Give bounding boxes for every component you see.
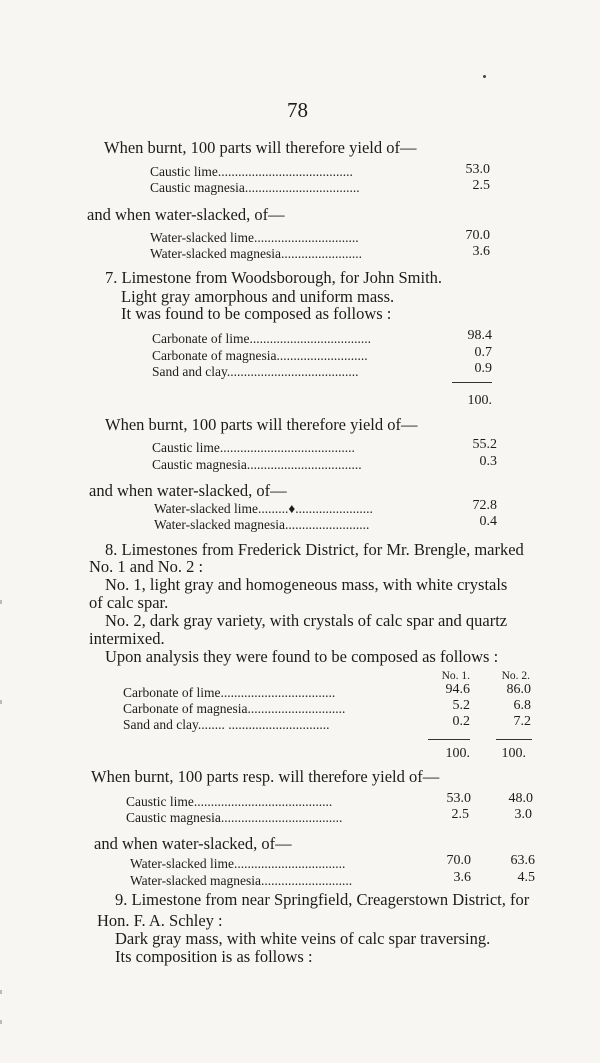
item8-total-rule-no2 bbox=[496, 739, 532, 740]
water-slacked-magnesia-value: 3.6 bbox=[472, 244, 490, 259]
item7-carbonate-lime-value: 98.4 bbox=[467, 328, 492, 343]
page-edge-mark bbox=[0, 700, 2, 704]
water-slacked-magnesia-label: Water-slacked magnesia........................ bbox=[150, 246, 362, 261]
item8-burnt-intro: When burnt, 100 parts resp. will therefore yield of— bbox=[91, 767, 440, 786]
item7-sand-clay-value: 0.9 bbox=[474, 361, 492, 376]
item8-water-slacked-lime-no2: 63.6 bbox=[510, 853, 535, 868]
item8-carbonate-lime-label: Carbonate of lime.................................. bbox=[123, 685, 336, 700]
item8-no1-description-cont: of calc spar. bbox=[89, 593, 169, 612]
item7-total: 100. bbox=[467, 393, 492, 408]
item8-water-slacked-lime-label: Water-slacked lime................................. bbox=[130, 856, 346, 871]
item8-water-slacked-lime-no1: 70.0 bbox=[446, 853, 471, 868]
item7-description: Light gray amorphous and uniform mass. bbox=[121, 287, 395, 306]
item8-composition-intro: Upon analysis they were found to be composed as follows : bbox=[105, 647, 499, 666]
item9-composition-intro: Its composition is as follows : bbox=[115, 947, 313, 966]
item7-caustic-magnesia-value: 0.3 bbox=[479, 454, 497, 469]
item8-water-slacked-magnesia-no2: 4.5 bbox=[517, 870, 535, 885]
item8-total-no2: 100. bbox=[501, 746, 526, 761]
item8-caustic-magnesia-no2: 3.0 bbox=[514, 807, 532, 822]
item8-total-rule-no1 bbox=[428, 739, 470, 740]
item8-caustic-lime-no2: 48.0 bbox=[508, 791, 533, 806]
item9-description: Dark gray mass, with white veins of calc spar traversing. bbox=[115, 929, 491, 948]
burnt-yield-intro: When burnt, 100 parts will therefore yield of— bbox=[104, 138, 417, 157]
item7-caustic-magnesia-label: Caustic magnesia.................................. bbox=[152, 457, 362, 472]
item7-water-slacked-magnesia-label: Water-slacked magnesia......................... bbox=[154, 517, 370, 532]
item8-col-header-no2: No. 2. bbox=[501, 670, 530, 682]
item8-caustic-lime-label: Caustic lime......................................... bbox=[126, 794, 333, 809]
item8-no2-description-cont: intermixed. bbox=[89, 629, 165, 648]
water-slacked-lime-label: Water-slacked lime............................... bbox=[150, 230, 359, 245]
caustic-lime-value: 53.0 bbox=[465, 162, 490, 177]
item9-heading-cont: Hon. F. A. Schley : bbox=[97, 911, 223, 930]
item7-water-slacked-lime-value: 72.8 bbox=[472, 498, 497, 513]
item7-burnt-intro: When burnt, 100 parts will therefore yield of— bbox=[105, 415, 418, 434]
item8-sand-clay-label: Sand and clay........ .............................. bbox=[123, 717, 330, 732]
item7-slack-intro: and when water-slacked, of— bbox=[89, 481, 287, 500]
item7-total-rule bbox=[452, 382, 492, 383]
item8-no1-description: No. 1, light gray and homogeneous mass, with white crystals bbox=[105, 575, 508, 594]
item8-carbonate-lime-no2: 86.0 bbox=[506, 682, 531, 697]
item8-carbonate-magnesia-no1: 5.2 bbox=[452, 698, 470, 713]
item7-carbonate-lime-label: Carbonate of lime.................................... bbox=[152, 331, 371, 346]
item7-water-slacked-lime-label: Water-slacked lime.........♦....................... bbox=[154, 501, 373, 516]
item8-carbonate-magnesia-no2: 6.8 bbox=[513, 698, 531, 713]
item8-sand-clay-no1: 0.2 bbox=[452, 714, 470, 729]
ink-speck bbox=[483, 75, 486, 78]
item8-col-header-no1: No. 1. bbox=[441, 670, 470, 682]
item8-caustic-lime-no1: 53.0 bbox=[446, 791, 471, 806]
page-edge-mark bbox=[0, 990, 2, 994]
item8-caustic-magnesia-no1: 2.5 bbox=[451, 807, 469, 822]
item8-sand-clay-no2: 7.2 bbox=[513, 714, 531, 729]
item8-slack-intro: and when water-slacked, of— bbox=[94, 834, 292, 853]
item7-caustic-lime-label: Caustic lime........................................ bbox=[152, 440, 355, 455]
item7-caustic-lime-value: 55.2 bbox=[472, 437, 497, 452]
item7-composition-intro: It was found to be composed as follows : bbox=[121, 304, 392, 323]
page-number: 78 bbox=[287, 98, 308, 122]
item8-carbonate-magnesia-label: Carbonate of magnesia............................. bbox=[123, 701, 346, 716]
page-edge-mark bbox=[0, 1020, 2, 1024]
page-edge-mark bbox=[0, 600, 2, 604]
item8-carbonate-lime-no1: 94.6 bbox=[445, 682, 470, 697]
item9-heading: 9. Limestone from near Springfield, Creagerstown District, for bbox=[115, 890, 530, 909]
caustic-magnesia-value: 2.5 bbox=[472, 178, 490, 193]
item8-caustic-magnesia-label: Caustic magnesia.................................... bbox=[126, 810, 343, 825]
item8-water-slacked-magnesia-label: Water-slacked magnesia........................... bbox=[130, 873, 353, 888]
caustic-magnesia-label: Caustic magnesia.................................. bbox=[150, 180, 360, 195]
item7-water-slacked-magnesia-value: 0.4 bbox=[479, 514, 497, 529]
item8-heading-cont: No. 1 and No. 2 : bbox=[89, 557, 204, 576]
caustic-lime-label: Caustic lime........................................ bbox=[150, 164, 353, 179]
item8-heading: 8. Limestones from Frederick District, for Mr. Brengle, marked bbox=[105, 540, 524, 559]
item7-carbonate-magnesia-label: Carbonate of magnesia........................... bbox=[152, 348, 368, 363]
item7-carbonate-magnesia-value: 0.7 bbox=[474, 345, 492, 360]
water-slacked-intro: and when water-slacked, of— bbox=[87, 205, 285, 224]
item8-no2-description: No. 2, dark gray variety, with crystals of calc spar and quartz bbox=[105, 611, 508, 630]
item7-sand-clay-label: Sand and clay....................................... bbox=[152, 364, 359, 379]
item8-total-no1: 100. bbox=[445, 746, 470, 761]
water-slacked-lime-value: 70.0 bbox=[465, 228, 490, 243]
item7-heading: 7. Limestone from Woodsborough, for John Smith. bbox=[105, 268, 443, 287]
item8-water-slacked-magnesia-no1: 3.6 bbox=[453, 870, 471, 885]
